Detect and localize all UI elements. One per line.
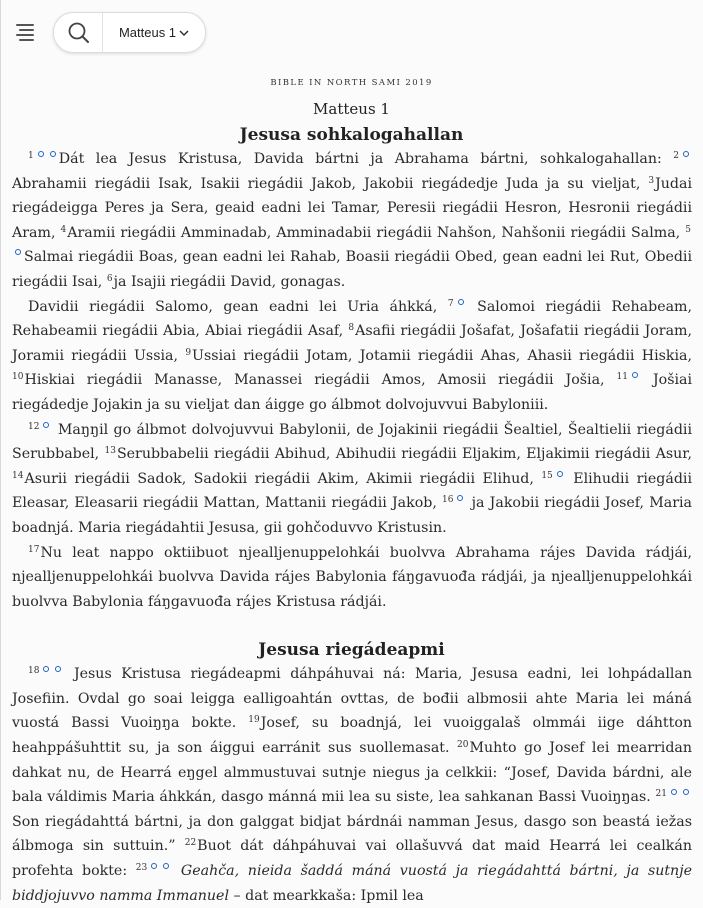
verse-number[interactable]: 3 [648, 175, 655, 186]
verse-number[interactable]: 13 [104, 446, 116, 457]
footnote-icon[interactable] [457, 495, 463, 501]
verse-text: Josef, su boadnjá, lei vuoiggalaš olmmái iige dáhtton heahppášuhttit su, ja son áiggui earránit sus suollemasat. [12, 715, 692, 757]
navigation-pill [53, 12, 206, 53]
chapter-title: Matteus 1 [313, 100, 390, 118]
reader-content [0, 64, 703, 908]
verse-text: ja Isajii riegádii David, gonagas. [113, 273, 346, 290]
hamburger-menu-icon[interactable] [14, 21, 38, 45]
footnote-icon[interactable] [43, 422, 49, 428]
verse-number[interactable]: 14 [12, 470, 24, 481]
bible-version-title: BIBLE IN NORTH SAMI 2019 [270, 78, 433, 88]
verse-number[interactable]: 10 [12, 372, 24, 383]
section-heading: Jesusa riegádeapmi [258, 640, 445, 661]
chevron-down-icon [179, 29, 189, 37]
verse-text: Buot dát dáhpáhuvai vai ollašuvvá dat maid Hearrá lei cealkán profehta bokte: [12, 838, 692, 880]
verse-text: Hiskiai riegádii Manasse, Manassei riegádii Amos, Amosii riegádii Jošia, [24, 372, 605, 389]
section-heading: Jesusa sohkalogahallan [239, 125, 464, 145]
footnote-icon[interactable] [43, 666, 49, 672]
verse-number[interactable]: 11 [616, 372, 628, 383]
verse-text: Davidii riegádii Salomo, gean eadni lei Uria áhkká, [28, 298, 438, 315]
footnote-icon[interactable] [50, 151, 56, 157]
verse-paragraph [12, 662, 692, 908]
verse-text: Judai riegádeigga Peres ja Sera, geaid eadni lei Tamar, Peresii riegádii Hesron, Hesronii riegádii Aram, [12, 175, 693, 241]
verse-paragraph [12, 295, 692, 418]
verse-number[interactable]: 9 [185, 347, 192, 358]
footnote-icon[interactable] [163, 863, 169, 869]
footnote-icon[interactable] [38, 151, 44, 157]
verse-number[interactable]: 15 [541, 470, 553, 481]
verse-paragraph [12, 541, 692, 615]
verse-number[interactable]: 23 [135, 863, 148, 874]
verse-quote-text: Geahča, nieida šaddá máná vuostá ja riegádahttá bártni, ja sutnje biddjojuvvo namma Immanuel [12, 863, 692, 904]
verse-text: Asurii riegádii Sadok, Sadokii riegádii Akim, Akimii riegádii Elihud, [24, 470, 534, 487]
verse-number[interactable]: 12 [28, 421, 40, 432]
verse-text: Dát lea Jesus Kristusa, Davida bártni ja Abrahama bártni, sohkalogahallan: [58, 151, 662, 167]
verse-text: Abrahamii riegádii Isak, Isakii riegádii Jakob, Jakobii riegádedje Juda ja su vieljat, [12, 175, 641, 192]
book-chapter-selector[interactable] [103, 13, 205, 52]
verse-text: Asafii riegádii Jošafat, Jošafatii riegádii Joram, Joramii riegádii Ussia, [12, 323, 692, 364]
verse-text: Nu leat nappo oktiibuot njealljenuppelohkái buolvva Abrahama rájes Davida rádjái, njealljenuppelohkái buolvva Davida rájes Babylonia fáŋgavuođa rádjái, ja njealljenuppelohkái buolvva Babylonia fáŋgavuođa rájes Kristusa rádjái. [12, 544, 692, 610]
verse-number[interactable]: 8 [348, 323, 355, 334]
verse-text: – dat mearkkaša: Ipmil lea [233, 887, 424, 904]
verse-text: Elihudii riegádii Eleasar, Eleasarii riegádii Mattan, Mattanii riegádii Jakob, [12, 470, 692, 512]
footnote-icon[interactable] [683, 789, 689, 795]
verse-paragraph [12, 418, 692, 541]
verse-text: Jesus Kristusa riegádeapmi dáhpáhuvai ná: Maria, Jesusa eadni, lei lohpádallan Josefiin. Ovdal go soai leigga ealligoahtán ovttas, de bođii albmosii ahte Maria lei máná vuostá Bassi Vuoiŋŋa bokte. [12, 666, 692, 732]
verse-number[interactable]: 4 [60, 224, 67, 235]
search-icon [54, 13, 102, 52]
verse-number[interactable]: 18 [28, 666, 40, 677]
footnote-icon[interactable] [683, 151, 689, 157]
verse-number[interactable]: 6 [106, 273, 113, 284]
verse-text: Salomoi riegádii Rehabeam, Rehabeamii riegádii Abia, Abiai riegádii Asaf, [12, 298, 693, 340]
verse-text: Ussiai riegádii Jotam, Jotamii riegádii Ahas, Ahasii riegádii Hiskia, [192, 347, 693, 364]
verse-number[interactable]: 2 [673, 151, 679, 161]
footnote-icon[interactable] [458, 299, 464, 305]
verse-number[interactable]: 19 [248, 715, 260, 726]
verse-number[interactable]: 21 [655, 789, 667, 800]
verse-number[interactable]: 20 [457, 740, 469, 751]
footnote-icon[interactable] [151, 863, 157, 869]
verse-text: Aramii riegádii Amminadab, Amminadabii riegádii Nahšon, Nahšonii riegádii Salma, [67, 224, 681, 241]
verse-text: Maŋŋil go álbmot dolvojuvvui Babylonii, de Jojakinii riegádii Šealtiel, Šealtielii riegádii Serubbabel, [12, 421, 692, 463]
book-chapter-label: Matteus 1 [118, 25, 177, 40]
verse-text: Son riegádahttá bártni, ja don galggat bidjat bárdnái namman Jesus, dasgo son beastá iežas álbmoga sin suttuin.” [12, 813, 692, 855]
verse-text: Salmai riegádii Boas, gean eadni lei Rahab, Boasii riegádii Obed, gean eadni lei Rut, Obedii riegádii Isai, [12, 249, 692, 290]
verse-text: Muhto go Josef lei mearridan dahkat nu, de Hearrá eŋgel almmustuvai sutnje niegus ja celkkii: “Josef, Davida bárdni, ale bala váldimis Maria áhkkán, dasgo mánná mii lea su siste, lea sahkanan Bassi Vuoiŋŋas. [12, 740, 692, 806]
verse-number[interactable]: 7 [447, 298, 454, 309]
verse-number[interactable]: 16 [442, 495, 454, 506]
footnote-icon[interactable] [15, 249, 21, 255]
verse-paragraph [12, 147, 692, 295]
search-button[interactable] [54, 13, 102, 52]
footnote-icon[interactable] [557, 471, 563, 477]
verse-number[interactable]: 22 [184, 838, 197, 849]
verse-number[interactable]: 1 [28, 151, 34, 161]
verse-number[interactable]: 17 [28, 544, 40, 555]
verse-number[interactable]: 5 [685, 224, 691, 235]
verse-text: Jošiai riegádedje Jojakin ja su vieljat dan áigge go álbmot dolvojuvvui Babyloniii. [12, 372, 693, 413]
verse-text: ja Jakobii riegádii Josef, Maria boadnjá. Maria riegádahtii Jesusa, gii gohčoduvvo Kristusin. [12, 495, 692, 536]
verse-text: Serubbabelii riegádii Abihud, Abihudii riegádii Eljakim, Eljakimii riegádii Asur, [116, 446, 692, 463]
footnote-icon[interactable] [55, 666, 61, 672]
footnote-icon[interactable] [632, 372, 638, 378]
footnote-icon[interactable] [671, 789, 677, 795]
top-toolbar [0, 0, 703, 64]
